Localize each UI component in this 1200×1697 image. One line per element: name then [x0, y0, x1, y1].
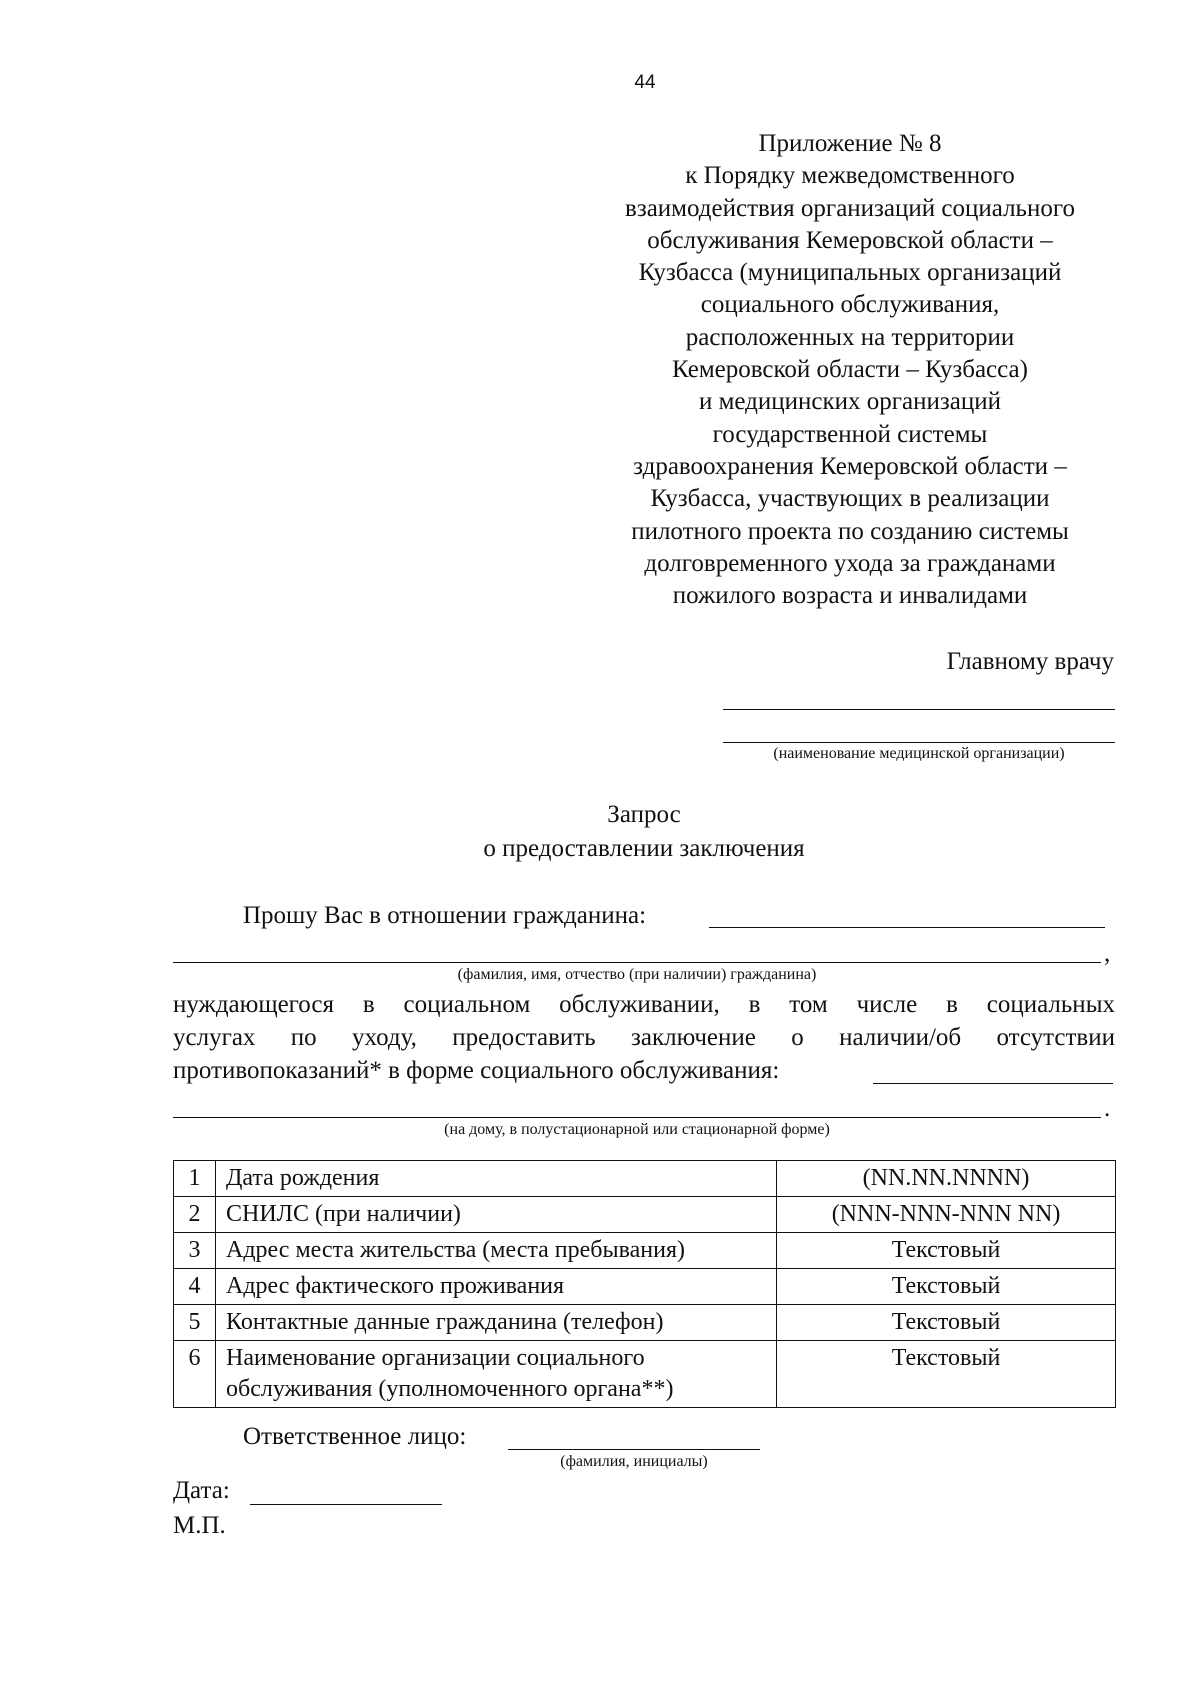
- row-number: 2: [174, 1197, 216, 1233]
- appendix-line: расположенных на территории: [685, 323, 1015, 351]
- row-label: Адрес фактического проживания: [216, 1269, 777, 1305]
- responsible-label: Ответственное лицо:: [243, 1423, 467, 1450]
- org-name-field-line-1[interactable]: [723, 709, 1115, 710]
- table-row: [174, 1269, 1116, 1305]
- appendix-line: обслуживания Кемеровской области –: [647, 226, 1053, 254]
- row-number: 1: [174, 1161, 216, 1197]
- row-format: Текстовый: [777, 1269, 1116, 1305]
- table-row: [174, 1197, 1116, 1233]
- row-number: 4: [174, 1269, 216, 1305]
- service-form-field-line-1[interactable]: [873, 1083, 1113, 1084]
- citizen-field-line-2[interactable]: [173, 962, 1101, 963]
- body-line-3: противопоказаний* в форме социального обслуживания:: [173, 1057, 780, 1084]
- request-intro: Прошу Вас в отношении гражданина:: [243, 902, 647, 929]
- page-number: 44: [634, 72, 656, 93]
- responsible-caption: (фамилия, инициалы): [560, 1453, 708, 1470]
- org-name-caption: (наименование медицинской организации): [773, 745, 1065, 762]
- table-row: [174, 1305, 1116, 1341]
- row-label: Дата рождения: [216, 1161, 777, 1197]
- row-format: (NN.NN.NNNN): [777, 1161, 1116, 1197]
- responsible-field-line[interactable]: [508, 1449, 760, 1450]
- row-format: Текстовый: [777, 1305, 1116, 1341]
- appendix-line: Кузбасса, участвующих в реализации: [650, 485, 1050, 513]
- citizen-data-table: [173, 1160, 1116, 1408]
- table-row: [174, 1341, 1116, 1408]
- row-label: СНИЛС (при наличии): [216, 1197, 777, 1233]
- row-number: 6: [174, 1341, 216, 1408]
- citizen-field-line-1[interactable]: [709, 927, 1105, 928]
- row-number: 3: [174, 1233, 216, 1269]
- row-label: Контактные данные гражданина (телефон): [216, 1305, 777, 1341]
- appendix-line: государственной системы: [712, 420, 988, 448]
- row-format: Текстовый: [777, 1341, 1116, 1408]
- comma-mark: ,: [1104, 940, 1111, 967]
- appendix-line: долговременного ухода за гражданами: [644, 549, 1056, 577]
- org-name-field-line-2[interactable]: [723, 742, 1115, 743]
- appendix-line: здравоохранения Кемеровской области –: [633, 452, 1067, 480]
- appendix-header: [590, 128, 1110, 612]
- body-line-1: нуждающегося в социальном обслуживании, в том числе в социальных: [173, 991, 1115, 1018]
- date-label: Дата:: [173, 1477, 230, 1504]
- table-row: [174, 1161, 1116, 1197]
- title-line-2: о предоставлении заключения: [483, 835, 805, 862]
- table-row: [174, 1233, 1116, 1269]
- stamp-placeholder: М.П.: [173, 1512, 226, 1539]
- appendix-line: взаимодействия организаций социального: [625, 194, 1075, 222]
- appendix-line: Кузбасса (муниципальных организаций: [638, 259, 1062, 287]
- appendix-line: к Порядку межведомственного: [685, 162, 1015, 190]
- title-line-1: Запрос: [607, 801, 681, 828]
- row-format: (NNN-NNN-NNN NN): [777, 1197, 1116, 1233]
- period-mark: .: [1104, 1095, 1111, 1122]
- appendix-line: и медицинских организаций: [698, 388, 1002, 416]
- document-title: [173, 798, 1115, 866]
- body-line-2: услугах по уходу, предоставить заключение о наличии/об отсутствии: [173, 1024, 1115, 1051]
- row-format: Текстовый: [777, 1233, 1116, 1269]
- citizen-caption: (фамилия, имя, отчество (при наличии) гражданина): [457, 966, 817, 983]
- row-label: Адрес места жительства (места пребывания): [216, 1233, 777, 1269]
- appendix-line: пилотного проекта по созданию системы: [631, 517, 1069, 545]
- service-form-field-line-2[interactable]: [173, 1117, 1101, 1118]
- appendix-line: Приложение № 8: [758, 130, 942, 157]
- row-number: 5: [174, 1305, 216, 1341]
- appendix-line: пожилого возраста и инвалидами: [672, 582, 1028, 610]
- row-label: Наименование организации социального обслуживания (уполномоченного органа**): [216, 1341, 777, 1408]
- appendix-line: Кемеровской области – Кузбасса): [672, 356, 1028, 384]
- appendix-line: социального обслуживания,: [700, 291, 1000, 319]
- date-field-line[interactable]: [250, 1504, 442, 1505]
- addressee-title: Главному врачу: [946, 648, 1114, 675]
- service-form-caption: (на дому, в полустационарной или стационарной форме): [444, 1121, 830, 1138]
